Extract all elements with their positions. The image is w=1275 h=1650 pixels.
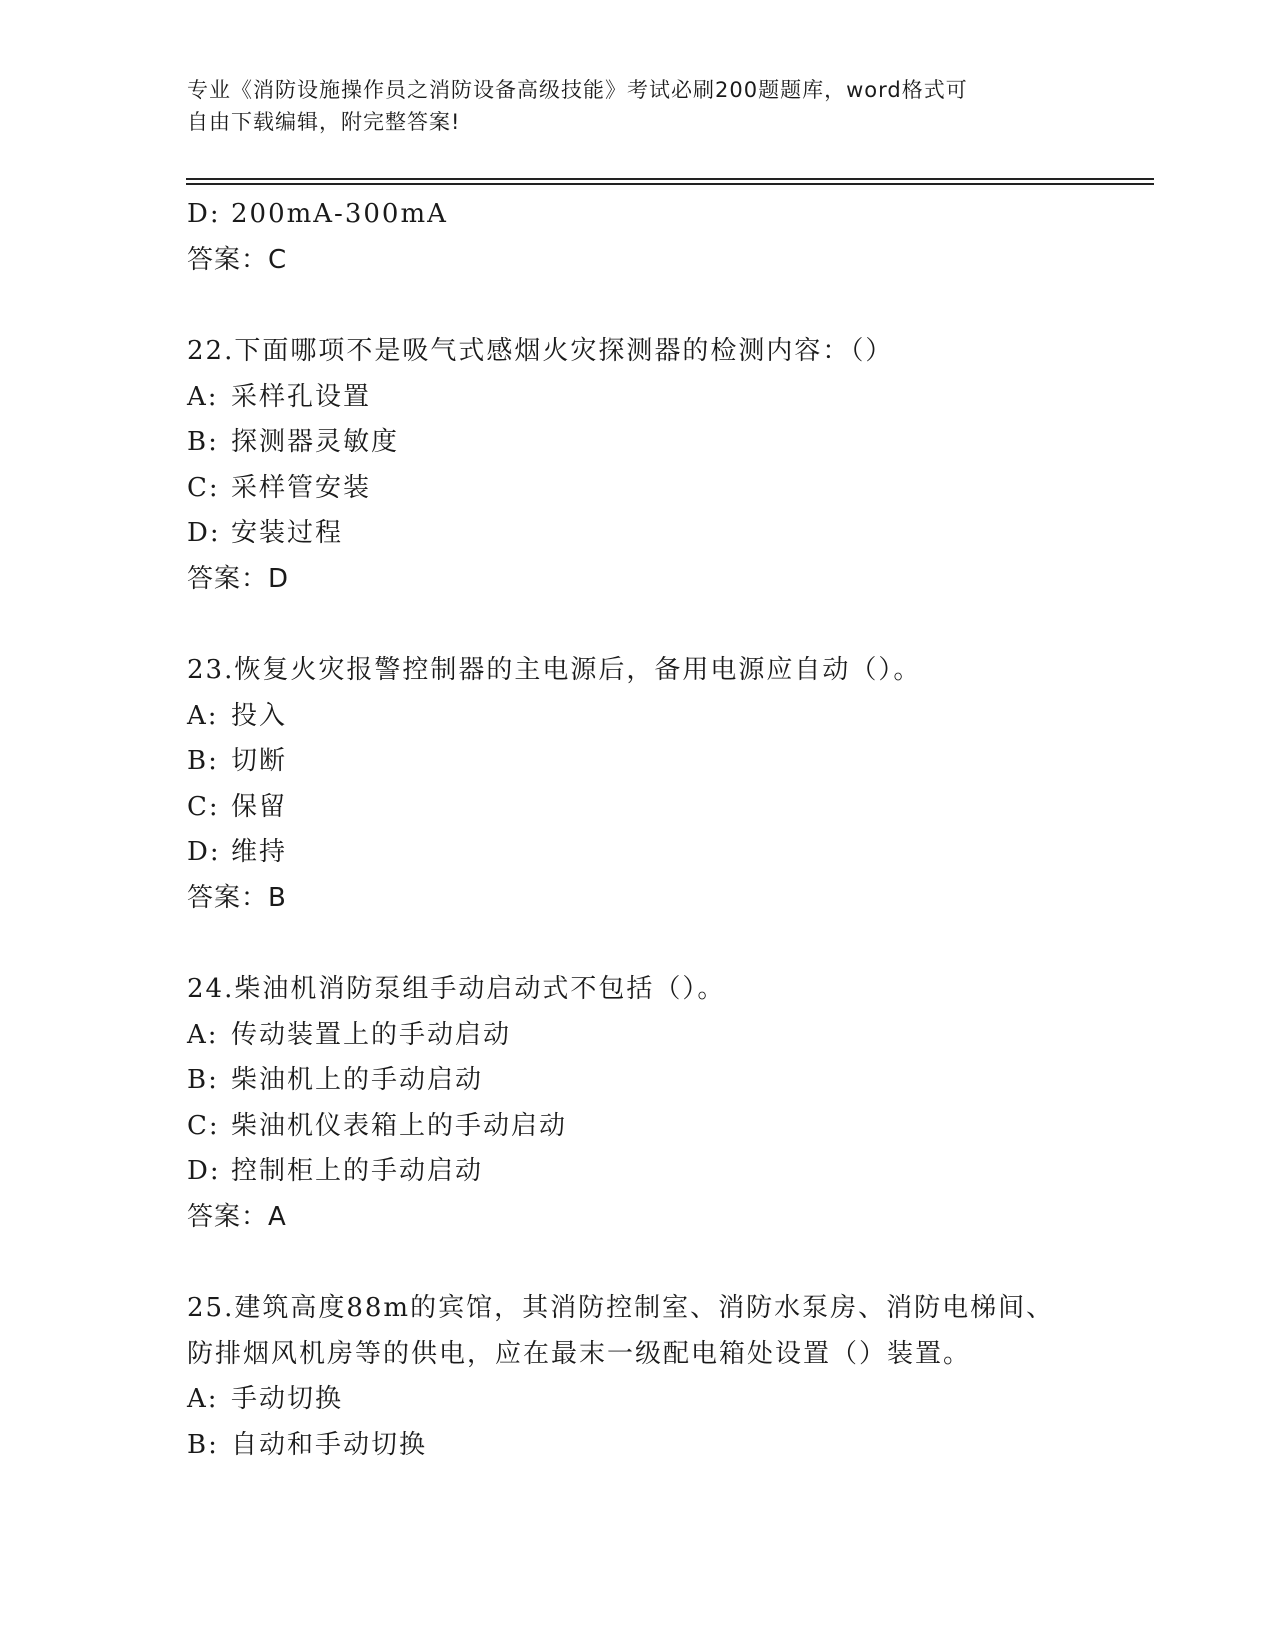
- option-line: [187, 420, 1147, 466]
- option-text: 控制柜上的手动启动: [231, 1156, 484, 1186]
- option-line: [187, 785, 1147, 831]
- spacer: [187, 602, 1147, 648]
- document-header: [187, 74, 1067, 138]
- option-label: B:: [187, 1429, 219, 1460]
- question-stem: 25.建筑高度88m的宾馆，其消防控制室、消防水泵房、消防电梯间、: [187, 1293, 1055, 1323]
- question-stem-continued: 防排烟风机房等的供电，应在最末一级配电箱处设置（）装置。: [187, 1338, 972, 1369]
- option-text: 探测器灵敏度: [231, 427, 400, 457]
- option-line: [187, 511, 1147, 557]
- option-line: [187, 192, 1147, 238]
- spacer: [187, 921, 1147, 967]
- option-text: 自动和手动切换: [231, 1429, 428, 1460]
- option-text: 投入: [231, 700, 288, 731]
- spacer: [187, 283, 1147, 329]
- option-line: [187, 1149, 1147, 1195]
- option-text: 200mA-300mA: [231, 199, 448, 229]
- option-label: C:: [187, 791, 220, 822]
- option-line: [187, 1104, 1147, 1150]
- option-label: D:: [187, 1156, 221, 1186]
- header-title-line-2: 自由下载编辑，附完整答案!: [187, 110, 461, 134]
- option-label: A:: [187, 700, 219, 731]
- option-line: [187, 739, 1147, 785]
- option-line: [187, 375, 1147, 421]
- question-block: [187, 1286, 1147, 1468]
- option-line: [187, 466, 1147, 512]
- option-label: D:: [187, 837, 221, 867]
- option-label: A:: [187, 1384, 219, 1414]
- option-text: 手动切换: [231, 1384, 344, 1414]
- option-text: 维持: [231, 837, 288, 867]
- option-line: [187, 1423, 1147, 1469]
- spacer: [187, 1240, 1147, 1286]
- option-line: [187, 830, 1147, 876]
- answer-line: 答案：B: [187, 882, 287, 913]
- option-text: 切断: [231, 746, 288, 776]
- header-divider-top: [186, 178, 1154, 180]
- question-block: [187, 967, 1147, 1240]
- answer-line: 答案：A: [187, 1201, 287, 1232]
- option-label: B:: [187, 746, 219, 776]
- option-line: [187, 1013, 1147, 1059]
- header-divider-bottom: [186, 183, 1154, 185]
- option-text: 柴油机仪表箱上的手动启动: [231, 1110, 568, 1141]
- option-line: [187, 694, 1147, 740]
- option-line: [187, 1058, 1147, 1104]
- option-label: B:: [187, 1065, 219, 1095]
- option-text: 采样管安装: [231, 472, 372, 503]
- option-text: 安装过程: [231, 518, 344, 548]
- option-label: D:: [187, 518, 221, 548]
- option-label: B:: [187, 427, 219, 457]
- option-text: 保留: [231, 791, 288, 822]
- answer-line: 答案：C: [187, 244, 288, 275]
- option-text: 传动装置上的手动启动: [231, 1019, 512, 1050]
- header-title-line-1: 专业《消防设施操作员之消防设备高级技能》考试必刷200题题库，word格式可: [187, 78, 968, 102]
- question-stem: 24.柴油机消防泵组手动启动式不包括（）。: [187, 974, 726, 1004]
- question-block: [187, 329, 1147, 602]
- option-text: 柴油机上的手动启动: [231, 1065, 484, 1095]
- option-label: A:: [187, 381, 219, 412]
- option-text: 采样孔设置: [231, 381, 372, 412]
- question-stem: 23.恢复火灾报警控制器的主电源后，备用电源应自动（）。: [187, 655, 922, 685]
- question-stem: 22.下面哪项不是吸气式感烟火灾探测器的检测内容：（）: [187, 336, 894, 366]
- option-label: C:: [187, 472, 220, 503]
- option-label: A:: [187, 1019, 219, 1050]
- option-label: D:: [187, 199, 221, 229]
- answer-line: 答案：D: [187, 563, 290, 594]
- question-list: [187, 192, 1147, 1468]
- question-block: [187, 648, 1147, 921]
- option-label: C:: [187, 1110, 220, 1141]
- option-line: [187, 1377, 1147, 1423]
